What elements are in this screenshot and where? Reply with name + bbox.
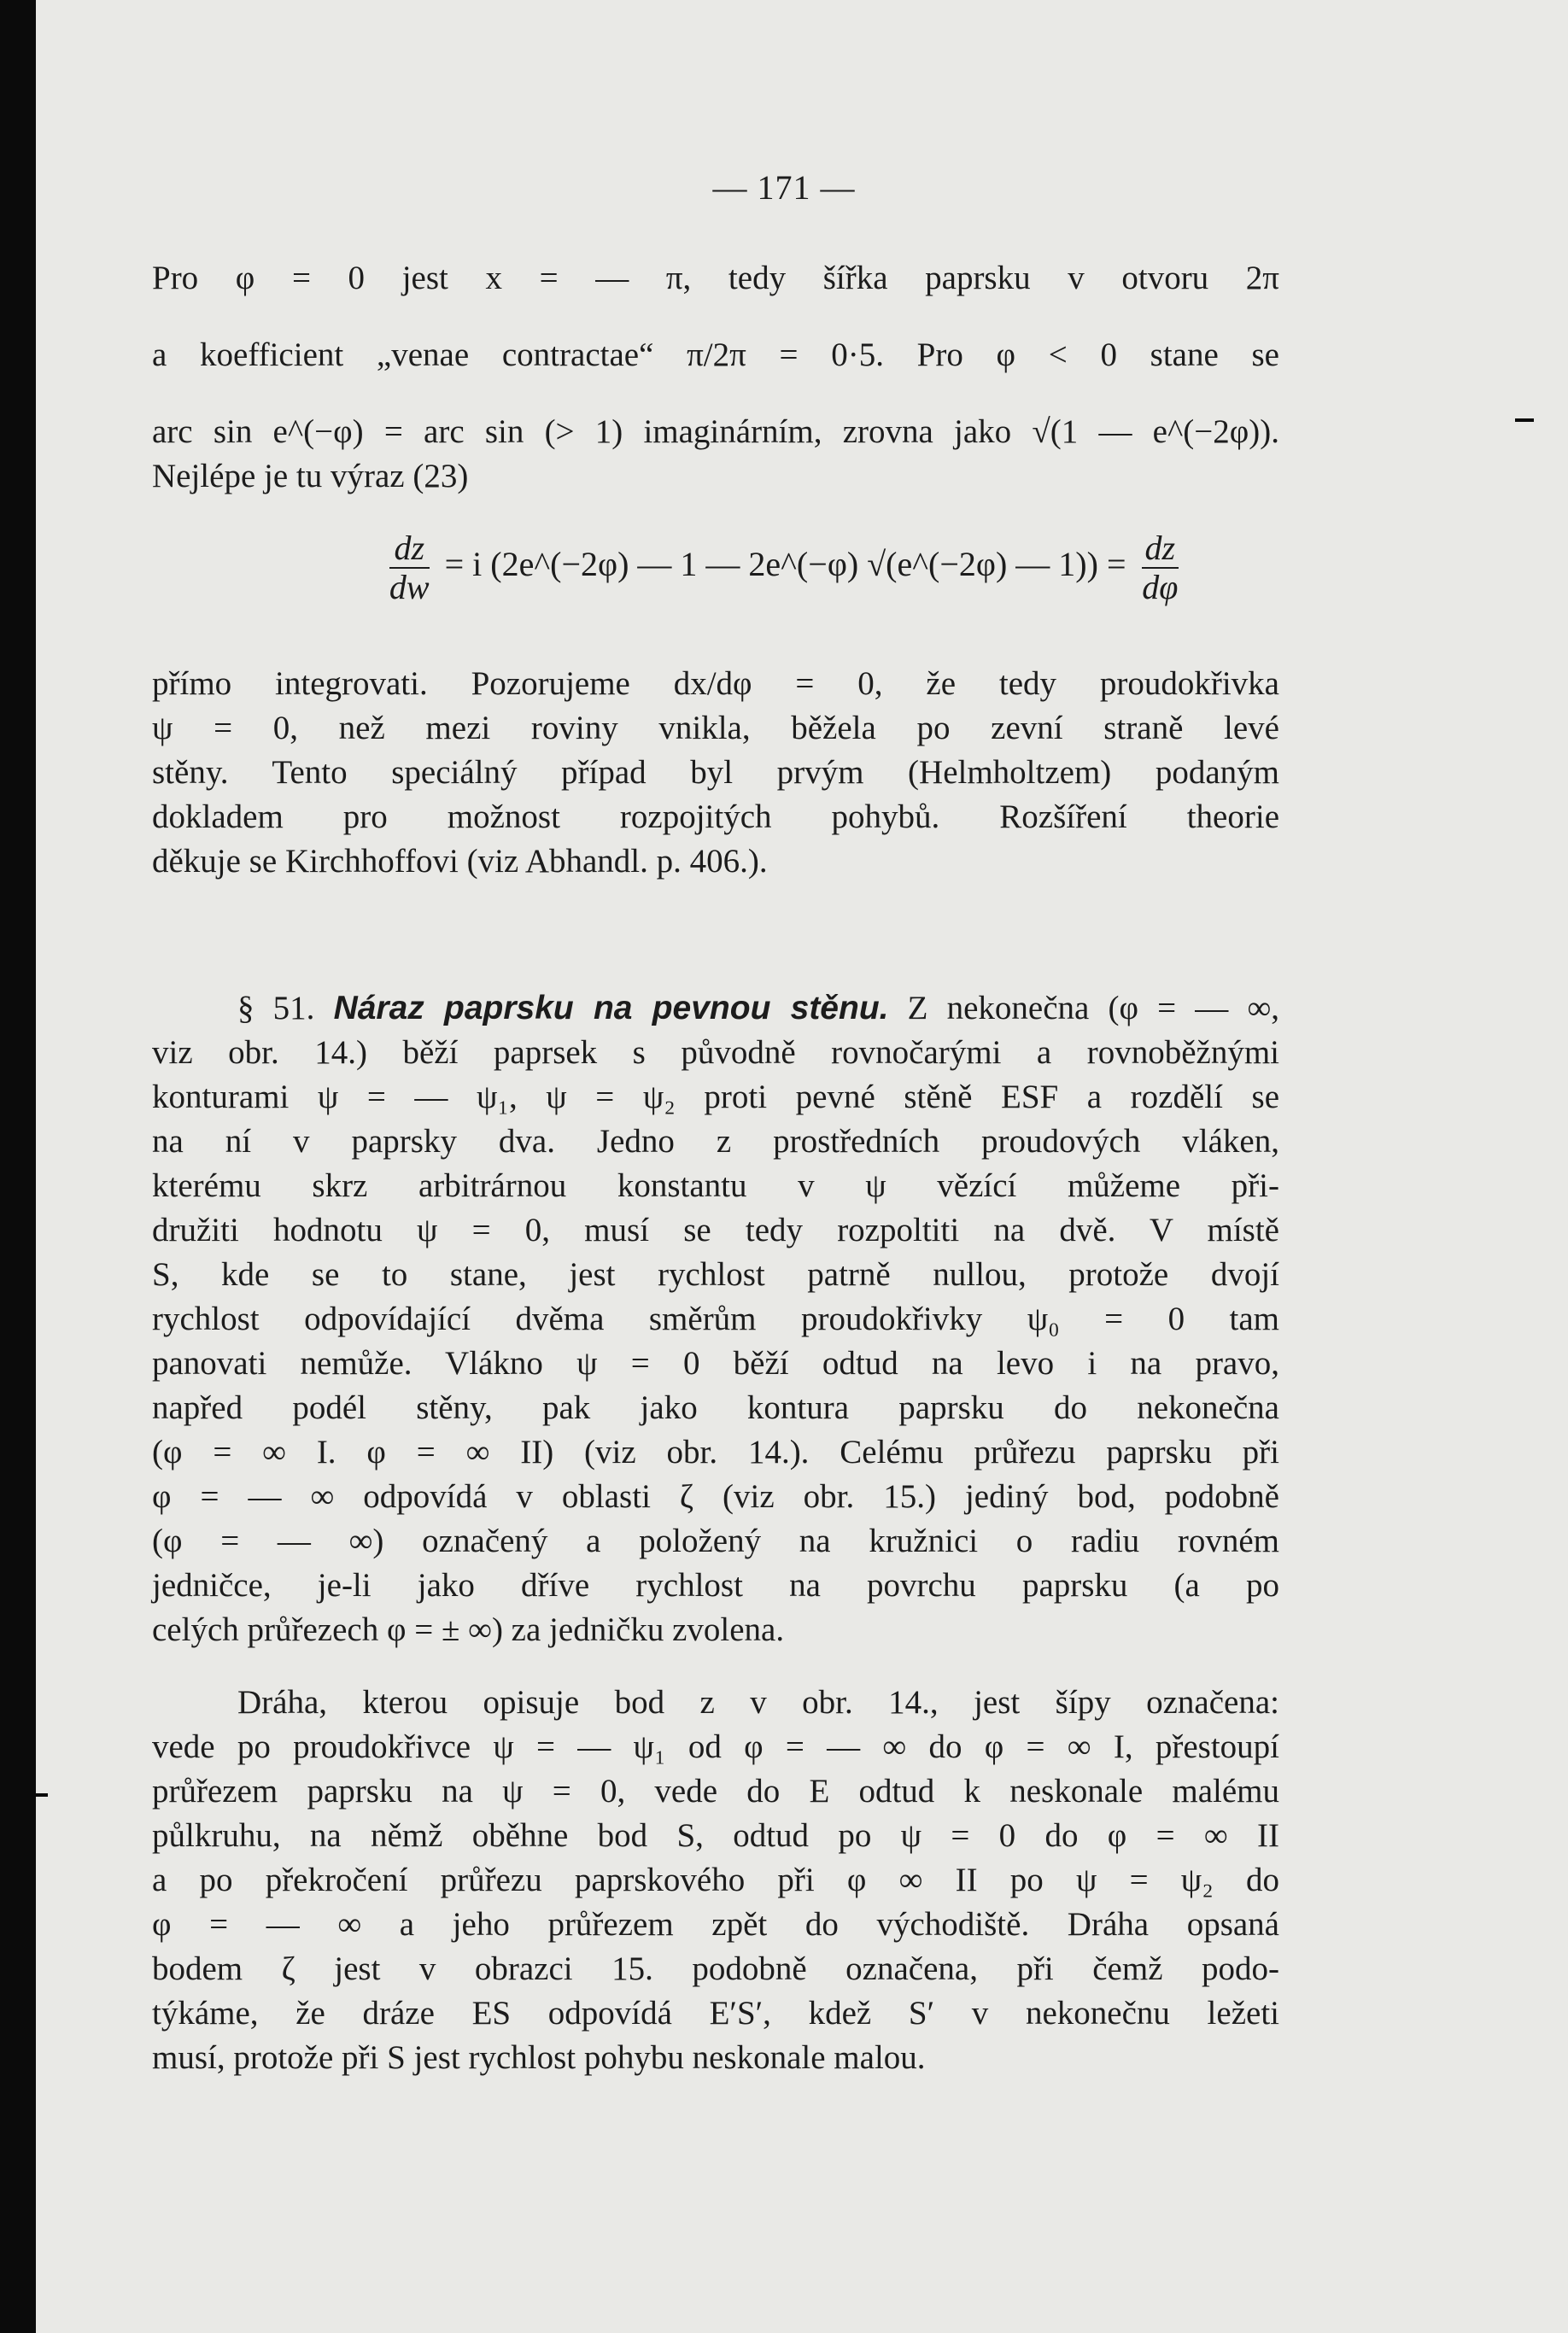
text-line: arc sin e^(−φ) = arc sin (> 1) imaginárním, zrovna jako √(1 — e^(−2φ)). [152,413,1279,450]
text-line: Z nekonečna (φ = — ∞, [907,990,1280,1026]
text-line: bodem ζ jest v obrazci 15. podobně označena, při čemž podo- [152,1950,1279,1987]
fraction-dz-dphi: $\frac{dz}{d\varphi}$ [1142,529,1179,606]
text-line: (φ = — ∞) označený a položený na kružnici o radiu rovném [152,1523,1279,1559]
margin-mark [1515,418,1534,422]
text-line: konturami ψ = — ψ₁, ψ = ψ₂ proti pevné stěně ESF a rozdělí se [152,1079,1279,1115]
text-line: kterému skrz arbitrárnou konstantu v ψ vězící můžeme při- [152,1167,1279,1204]
text-line: musí, protože při S jest rychlost pohybu neskonale malou. [152,2039,926,2076]
text-line: a koefficient „venae contractae“ π/2π = 0·5. Pro φ < 0 stane se [152,336,1279,373]
text-line: (φ = ∞ I. φ = ∞ II) (viz obr. 14.). Celému průřezu paprsku při [152,1434,1279,1471]
text-line: rychlost odpovídající dvěma směrům proudokřivky ψ₀ = 0 tam [152,1301,1279,1337]
text-line: Pro φ = 0 jest x = — π, tedy šířka paprsku v otvoru 2π [152,260,1279,296]
paragraph-1 [152,256,1279,499]
text-line: viz obr. 14.) běží paprsek s původně rovnočarými a rovnoběžnými [152,1034,1279,1071]
page-number: — 171 — [712,168,856,207]
text-line: Nejlépe je tu výraz (23) [152,458,469,494]
display-formula [0,529,1568,606]
text-line: ψ = 0, než mezi roviny vnikla, běžela po zevní straně levé [152,710,1279,746]
paragraph-4 [152,1681,1279,2080]
paragraph-2 [152,662,1279,884]
text-line: celých průřezech φ = ± ∞) za jedničku zvolena. [152,1611,785,1648]
text-line: průřezem paprsku na ψ = 0, vede do E odtud k neskonale malému [152,1773,1279,1810]
section-heading-line [152,986,1279,1031]
text-line: jedničce, je-li jako dříve rychlost na povrchu paprsku (a po [152,1567,1279,1604]
text-line: napřed podél stěny, pak jako kontura paprsku do nekonečna [152,1389,1279,1426]
section-51 [152,986,1279,1652]
text-line: půlkruhu, na němž oběhne bod S, odtud po ψ = 0 do φ = ∞ II [152,1817,1279,1854]
margin-mark [36,1793,48,1797]
text-line: Dráha, kterou opisuje bod z v obr. 14., jest šípy označena: [237,1684,1279,1721]
text-line: stěny. Tento speciálný případ byl prvým (Helmholtzem) podaným [152,754,1279,791]
text-line: vede po proudokřivce ψ = — ψ₁ od φ = — ∞ do φ = ∞ I, přestoupí [152,1728,1279,1765]
text-line: dokladem pro možnost rozpojitých pohybů. Rozšíření theorie [152,798,1279,835]
text-line: týkáme, že dráze ES odpovídá E′S′, kdež S′ v nekonečnu ležeti [152,1995,1279,2032]
text-line: děkuje se Kirchhoffovi (viz Abhandl. p. 406.). [152,843,768,880]
text-line: a po překročení průřezu paprskového při φ ∞ II po ψ = ψ₂ do [152,1862,1279,1898]
text-line: φ = — ∞ a jeho průřezem zpět do východiště. Dráha opsaná [152,1906,1279,1943]
text-line: družiti hodnotu ψ = 0, musí se tedy rozpoltiti na dvě. V místě [152,1212,1279,1248]
formula-body: = i (2e^(−2φ) — 1 — 2e^(−φ) √(e^(−2φ) — 1)) = [444,545,1126,584]
text-line: panovati nemůže. Vlákno ψ = 0 běží odtud na levo i na pravo, [152,1345,1279,1382]
fraction-dz-dw: $\frac{dz}{dw}$ [389,529,430,606]
text-line: přímo integrovati. Pozorujeme dx/dφ = 0, že tedy proudokřivka [152,665,1279,702]
text-line: φ = — ∞ odpovídá v oblasti ζ (viz obr. 15.) jediný bod, podobně [152,1478,1279,1515]
section-number: § 51. [237,990,315,1026]
text-line: S, kde se to stane, jest rychlost patrně nullou, protože dvojí [152,1256,1279,1293]
section-title: Náraz paprsku na pevnou stěnu. [333,990,889,1026]
text-line: na ní v paprsky dva. Jedno z prostředních proudových vláken, [152,1123,1279,1160]
